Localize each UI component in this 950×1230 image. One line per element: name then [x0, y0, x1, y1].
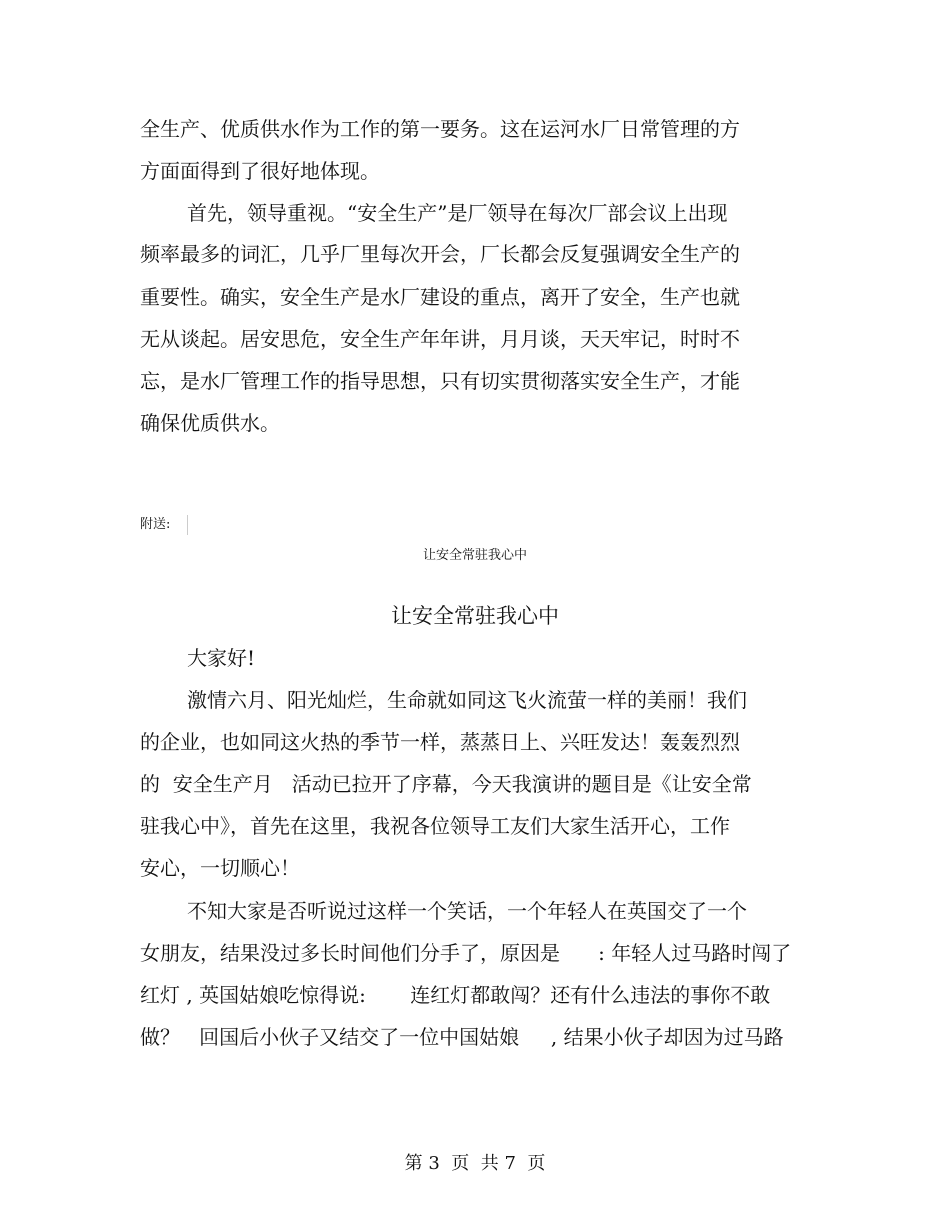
body-text-line: 首先，领导重视。“安全生产”是厂领导在每次厂部会议上出现 — [187, 201, 728, 225]
attachment-label: 附送: — [140, 517, 171, 532]
body-text-line: 确保优质供水。 — [140, 411, 280, 435]
body-text-line: 女朋友，结果没过多长时间他们分手了，原因是 : 年轻人过马路时闯了 — [140, 941, 792, 965]
body-text-line: 驻我心中》，首先在这里，我祝各位领导工友们大家生活开心，工作 — [140, 814, 730, 838]
attachment-subtitle: 让安全常驻我心中 — [422, 548, 527, 563]
body-text-line: 重要性。确实，安全生产是水厂建设的重点，离开了安全，生产也就 — [140, 285, 740, 309]
body-text-line: 无从谈起。居安思危，安全生产年年讲，月月谈，天天牢记，时时不 — [140, 327, 740, 351]
body-text-line: 方面面得到了很好地体现。 — [140, 159, 380, 183]
body-text-line: 忘，是水厂管理工作的指导思想，只有切实贯彻落实安全生产，才能 — [140, 369, 740, 393]
body-text-line: 不知大家是否听说过这样一个笑话，一个年轻人在英国交了一个 — [187, 899, 747, 923]
body-text-line: 做？ 回国后小伙子又结交了一位中国姑娘 , 结果小伙子却因为过马路 — [140, 1025, 784, 1049]
body-text-line: 红灯 , 英国姑娘吃惊得说: 连红灯都敢闯？还有什么违法的事你不敢 — [140, 983, 771, 1007]
speech-greeting: 大家好! — [187, 646, 256, 670]
body-text-line: 频率最多的词汇，几乎厂里每次开会，厂长都会反复强调安全生产的 — [140, 242, 740, 266]
body-text-line: 的企业，也如同这火热的季节一样，蒸蒸日上、兴旺发达！轰轰烈烈 — [140, 730, 740, 754]
body-text-line: 安心，一切顺心！ — [140, 856, 300, 880]
page-number-footer: 第 3 页 共 7 页 — [404, 1153, 546, 1174]
speech-title: 让安全常驻我心中 — [391, 604, 559, 628]
body-text-line: 的 安全生产月 活动已拉开了序幕，今天我演讲的题目是《让安全常 — [140, 772, 752, 796]
body-text-line: 激情六月、阳光灿烂，生命就如同这飞火流萤一样的美丽！我们 — [187, 688, 747, 712]
body-text-line: 全生产、优质供水作为工作的第一要务。这在运河水厂日常管理的方 — [140, 117, 740, 141]
text-cursor-divider — [187, 515, 188, 535]
